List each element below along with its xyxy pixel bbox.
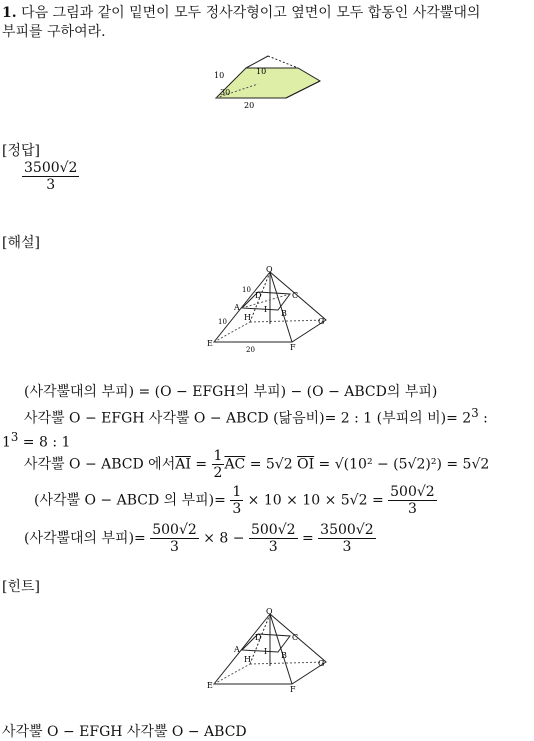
svg-text:D: D (255, 633, 262, 642)
svg-text:B: B (281, 651, 287, 660)
question-line-1 (2, 3, 480, 23)
svg-text:A: A (234, 303, 240, 312)
frustum-label-top: 10 (256, 67, 267, 76)
hint-heading: [힌트] (2, 579, 40, 595)
svg-text:C: C (292, 633, 299, 642)
svg-text:I: I (264, 647, 268, 656)
hint-line: 사각뿔 O − EFGH 사각뿔 O − ABCD (2, 724, 247, 740)
answer-heading: [정답] (2, 143, 40, 159)
question-line-2: 부피를 구하여라. (2, 24, 106, 40)
answer-numerator: 3500√2 (24, 160, 78, 176)
svg-text:O: O (266, 265, 273, 274)
svg-text:10: 10 (218, 318, 227, 326)
svg-text:O: O (266, 607, 273, 616)
svg-text:D: D (255, 291, 262, 300)
frustum-figure (208, 54, 326, 110)
frustum-label-slant: 30 (220, 88, 231, 97)
svg-text:F: F (290, 343, 296, 352)
svg-text:F: F (290, 685, 296, 694)
svg-text:E: E (207, 681, 213, 690)
svg-text:I: I (264, 305, 268, 314)
svg-text:H: H (244, 313, 251, 322)
svg-text:20: 20 (246, 346, 255, 354)
solution-line-5: (사각뿔 O − ABCD 의 부피)= $\frac{1}{3}$ × 10 × 10 × 5√2 = $\frac{500√2}{3}$ (34, 484, 435, 517)
answer-denominator: 3 (46, 177, 56, 193)
solution-line-4: 사각뿔 O − ABCD 에서$\overline{AI}$ = $\frac{1}{2}$ $\overline{AC} = 5√2$ $\overline{OI} = √(10^2 - (5√2)^2) = 5√2$ (24, 448, 490, 481)
svg-text:G: G (318, 659, 325, 668)
svg-text:G: G (318, 317, 325, 326)
svg-text:E: E (207, 339, 213, 348)
question-number: 1. (2, 5, 17, 21)
svg-text:H: H (244, 655, 251, 664)
solution-line-2: 사각뿔 O − EFGH 사각뿔 O − ABCD (닮음비)= 2 : 1 (부피의 비)= $2^3$ : (24, 406, 488, 427)
solution-line-3: $1^3 = 8$ : 1 (2, 430, 71, 451)
solution-line-1: (사각뿔대의 부피) = (O − EFGH의 부피) − (O − ABCD의 부피) (24, 384, 438, 400)
svg-text:A: A (234, 645, 240, 654)
answer-fraction (22, 160, 79, 193)
frustum-label-left: 10 (214, 71, 225, 80)
question-text-1: 다음 그림과 같이 밑면이 모두 정사각형이고 옆면이 모두 합동인 사각뿔대의 (21, 5, 481, 21)
hint-pyramid-figure (204, 606, 332, 696)
solution-heading: [해설] (2, 235, 40, 251)
svg-text:B: B (281, 309, 287, 318)
solution-line-6: (사각뿔대의 부피)= $\frac{500√2}{3}$ × 8 − $\frac{500√2}{3}$ = $\frac{3500√2}{3}$ (24, 522, 374, 555)
svg-text:C: C (292, 291, 299, 300)
pyramid-figure (204, 264, 332, 354)
frustum-label-bottom: 20 (244, 101, 255, 110)
svg-text:10: 10 (242, 286, 251, 294)
